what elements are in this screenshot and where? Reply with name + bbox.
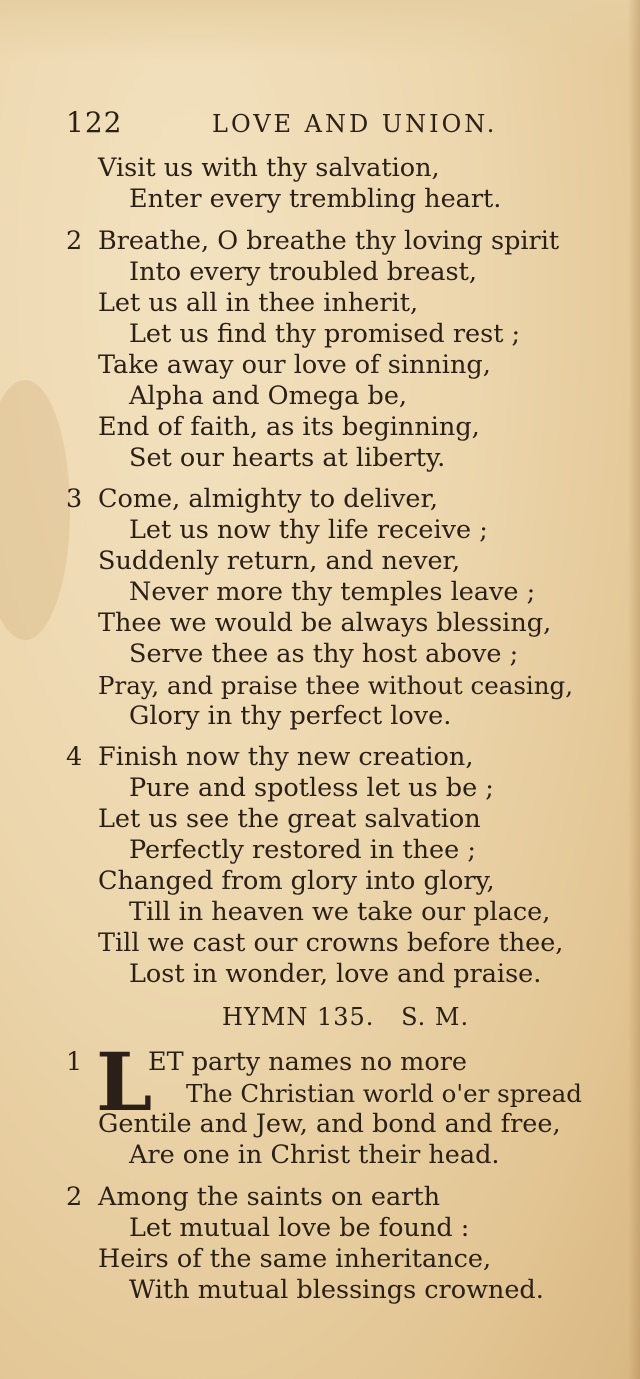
verse-line: Heirs of the same inheritance,: [98, 1244, 492, 1274]
verse-line: Changed from glory into glory,: [98, 866, 495, 896]
verse-line: Perfectly restored in thee ;: [129, 835, 476, 865]
verse-line: Let us find thy promised rest ;: [129, 319, 521, 349]
verse-line: Among the saints on earth: [98, 1182, 441, 1212]
verse-line: Into every troubled breast,: [129, 257, 477, 287]
page-header: [66, 106, 506, 146]
paper-edge-shade: [0, 0, 640, 60]
stanza-number: 1: [66, 1047, 83, 1077]
verse-line: Breathe, O breathe thy loving spirit: [98, 226, 560, 256]
verse-line: Set our hearts at liberty.: [129, 443, 446, 473]
verse-line: Suddenly return, and never,: [98, 546, 461, 576]
verse-line: Never more thy temples leave ;: [129, 577, 536, 607]
verse-line: Serve thee as thy host above ;: [129, 639, 519, 669]
verse-line: Visit us with thy salvation,: [98, 153, 440, 183]
verse-line: Finish now thy new creation,: [98, 742, 474, 772]
paper-spine-shade: [628, 0, 640, 1379]
verse-line: Gentile and Jew, and bond and free,: [98, 1109, 561, 1139]
verse-line: Enter every trembling heart.: [129, 184, 502, 214]
verse-line: Come, almighty to deliver,: [98, 484, 438, 514]
stanza-number: 2: [66, 226, 83, 256]
stanza-number: 3: [66, 484, 83, 514]
verse-line: Thee we would be always blessing,: [98, 608, 552, 638]
verse-line: Till in heaven we take our place,: [129, 897, 551, 927]
verse-line: Let us all in thee inherit,: [98, 288, 419, 318]
verse-line: Let us see the great salvation: [98, 804, 481, 834]
verse-line: Let mutual love be found :: [129, 1213, 470, 1243]
verse-line: With mutual blessings crowned.: [129, 1275, 544, 1305]
running-title: LOVE AND UNION.: [212, 110, 498, 138]
verse-line: Alpha and Omega be,: [129, 381, 408, 411]
stanza-number: 2: [66, 1182, 83, 1212]
verse-line: Glory in thy perfect love.: [129, 701, 452, 731]
verse-line: The Christian world o'er spread: [186, 1079, 582, 1108]
verse-line: Pure and spotless let us be ;: [129, 773, 494, 803]
verse-line: Are one in Christ their head.: [129, 1140, 500, 1170]
verse-line: Lost in wonder, love and praise.: [129, 959, 542, 989]
drop-cap: L: [96, 1035, 153, 1129]
verse-line: Till we cast our crowns before thee,: [98, 928, 564, 958]
page-number: 122: [66, 106, 123, 139]
hymn-meter: S. M.: [401, 1003, 470, 1031]
verse-line: Let us now thy life receive ;: [129, 515, 488, 545]
verse-line: End of faith, as its beginning,: [98, 412, 480, 442]
verse-line: Take away our love of sinning,: [98, 350, 491, 380]
paper-stain: [0, 380, 70, 640]
stanza-number: 4: [66, 742, 83, 772]
verse-line: ET party names no more: [148, 1047, 467, 1077]
hymn-title: HYMN 135.: [222, 1003, 375, 1031]
verse-line: Pray, and praise thee without ceasing,: [98, 671, 574, 700]
hymn-heading: [222, 1003, 469, 1031]
